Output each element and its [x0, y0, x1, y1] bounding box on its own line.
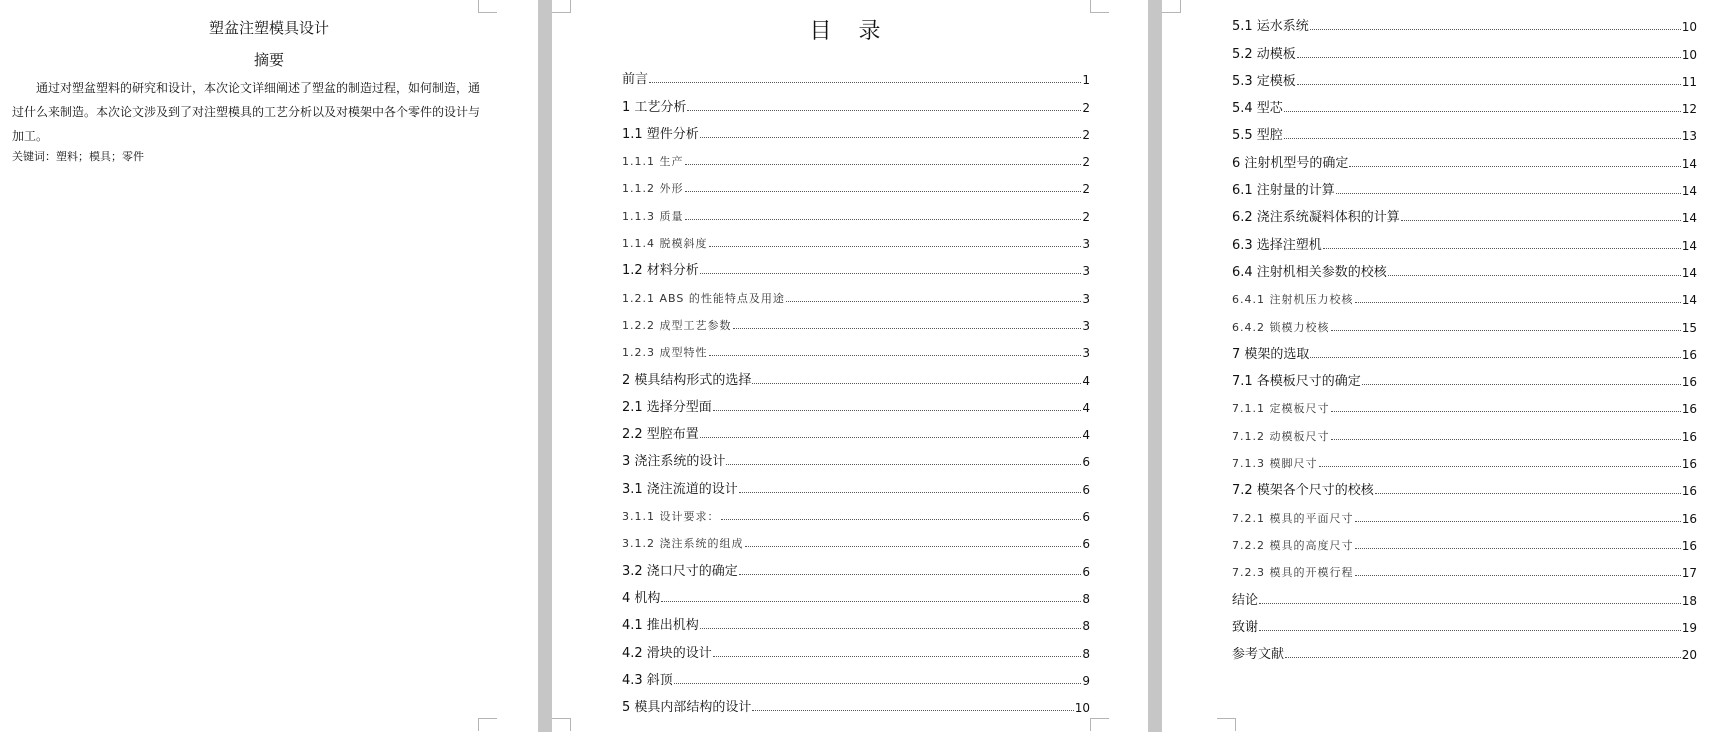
- toc-leader-dots: [713, 410, 1082, 411]
- toc-entry[interactable]: [1232, 34, 1697, 61]
- toc-entry-label: 1 工艺分析: [622, 99, 687, 115]
- toc-entry-label: 4.2 滑块的设计: [622, 645, 712, 661]
- toc-entry-page-number: 6: [1082, 455, 1090, 470]
- toc-entry-label: 3.1.1 设计要求：: [622, 510, 720, 524]
- toc-entry[interactable]: [622, 688, 1090, 715]
- toc-entry-label: 7.2.3 模具的开模行程: [1232, 566, 1354, 580]
- toc-leader-dots: [700, 137, 1082, 138]
- toc-entry[interactable]: [622, 606, 1090, 633]
- toc-leader-dots: [752, 710, 1073, 711]
- toc-entry-label: 7 模架的选取: [1232, 346, 1310, 362]
- toc-entry[interactable]: [1232, 389, 1697, 416]
- toc-leader-dots: [1285, 657, 1681, 658]
- toc-entry-label: 致谢: [1232, 619, 1259, 635]
- toc-entry[interactable]: [622, 169, 1090, 196]
- toc-entry-page-number: 16: [1681, 538, 1697, 553]
- toc-entry-page-number: 3: [1082, 318, 1090, 333]
- toc-entry-label: 1.2.3 成型特性: [622, 346, 708, 360]
- toc-leader-dots: [1355, 548, 1681, 549]
- toc-entry-label: 2 模具结构形式的选择: [622, 372, 752, 388]
- toc-entry[interactable]: [1232, 89, 1697, 116]
- toc-entry-page-number: 11: [1681, 74, 1697, 89]
- toc-entry-page-number: 2: [1082, 127, 1090, 142]
- toc-entry[interactable]: [1232, 143, 1697, 170]
- toc-entry-page-number: 14: [1681, 211, 1697, 226]
- toc-leader-dots: [739, 492, 1082, 493]
- toc-entry[interactable]: [1232, 553, 1697, 580]
- toc-entry-label: 1.1.2 外形: [622, 182, 684, 196]
- toc-entry-page-number: 3: [1082, 291, 1090, 306]
- margin-mark: [1090, 718, 1109, 731]
- toc-entry[interactable]: [622, 633, 1090, 660]
- toc-entry-label: 3.2 浇口尺寸的确定: [622, 563, 738, 579]
- toc-entry-page-number: 3: [1082, 346, 1090, 361]
- toc-entry-label: 1.2.1 ABS 的性能特点及用途: [622, 291, 785, 305]
- toc-leader-dots: [1284, 111, 1681, 112]
- toc-leader-dots: [1355, 575, 1681, 576]
- toc-entry-label: 5.2 动模板: [1232, 46, 1296, 62]
- toc-entry-label: 2.1 选择分型面: [622, 399, 712, 415]
- toc-entry-page-number: 1: [1082, 73, 1090, 88]
- toc-entry-page-number: 20: [1681, 648, 1697, 663]
- toc-entry-label: 4.3 斜顶: [622, 672, 673, 688]
- toc-entry[interactable]: [622, 360, 1090, 387]
- toc-entry[interactable]: [1232, 253, 1697, 280]
- toc-entry[interactable]: [622, 224, 1090, 251]
- toc-entry-label: 5.4 型芯: [1232, 101, 1283, 117]
- toc-leader-dots: [1355, 302, 1681, 303]
- toc-entry[interactable]: [622, 469, 1090, 496]
- toc-list: [1232, 7, 1697, 662]
- toc-entry[interactable]: [622, 442, 1090, 469]
- toc-entry-page-number: 2: [1082, 182, 1090, 197]
- toc-leader-dots: [713, 656, 1082, 657]
- toc-entry-label: 4 机构: [622, 590, 661, 606]
- toc-entry[interactable]: [622, 115, 1090, 142]
- toc-entry[interactable]: [1232, 198, 1697, 225]
- toc-leader-dots: [685, 219, 1082, 220]
- toc-entry-page-number: 12: [1681, 102, 1697, 117]
- toc-entry-label: 3 浇注系统的设计: [622, 454, 726, 470]
- toc-entry-label: 7.1.3 模脚尺寸: [1232, 457, 1318, 471]
- toc-leader-dots: [1388, 275, 1681, 276]
- toc-entry-page-number: 15: [1681, 320, 1697, 335]
- toc-entry-page-number: 2: [1082, 100, 1090, 115]
- toc-entry-label: 6.4.1 注射机压力校核: [1232, 293, 1354, 307]
- toc-entry[interactable]: [1232, 416, 1697, 443]
- toc-entry-page-number: 16: [1681, 375, 1697, 390]
- toc-entry-label: 5.1 运水系统: [1232, 19, 1309, 35]
- toc-entry-label: 6 注射机型号的确定: [1232, 155, 1349, 171]
- toc-leader-dots: [1284, 138, 1681, 139]
- abstract-text: 通过对塑盆塑料的研究和设计，本次论文详细阐述了塑盆的制造过程，如何制造，通过什么来制造。本次论文涉及到了对注塑模具的工艺分析以及对模架中各个零件的设计与加工。: [12, 81, 481, 143]
- toc-entry-label: 前言: [622, 72, 649, 88]
- toc-entry[interactable]: [622, 251, 1090, 278]
- toc-entry-page-number: 16: [1681, 457, 1697, 472]
- toc-entry[interactable]: [1232, 608, 1697, 635]
- toc-leader-dots: [1310, 357, 1680, 358]
- toc-entry-label: 7.2.2 模具的高度尺寸: [1232, 538, 1354, 552]
- toc-entry-page-number: 10: [1681, 20, 1697, 35]
- toc-entry-label: 4.1 推出机构: [622, 618, 699, 634]
- margin-mark: [478, 718, 497, 731]
- toc-entry-page-number: 8: [1082, 591, 1090, 606]
- toc-leader-dots: [786, 301, 1082, 302]
- toc-entry-label: 2.2 型腔布置: [622, 427, 699, 443]
- toc-entry[interactable]: [1232, 171, 1697, 198]
- toc-entry-page-number: 16: [1681, 402, 1697, 417]
- toc-leader-dots: [685, 164, 1082, 165]
- toc-leader-dots: [709, 246, 1082, 247]
- toc-entry-page-number: 6: [1082, 564, 1090, 579]
- toc-entry-page-number: 14: [1681, 156, 1697, 171]
- toc-title: 目 录: [809, 19, 891, 44]
- toc-entry-page-number: 2: [1082, 155, 1090, 170]
- toc-entry-page-number: 14: [1681, 265, 1697, 280]
- toc-entry[interactable]: [1232, 225, 1697, 252]
- toc-entry-page-number: 8: [1082, 646, 1090, 661]
- toc-entry-label: 6.4 注射机相关参数的校核: [1232, 264, 1387, 280]
- abstract-heading: 摘要: [253, 51, 284, 69]
- toc-entry[interactable]: [622, 306, 1090, 333]
- toc-leader-dots: [1331, 439, 1681, 440]
- toc-entry-page-number: 16: [1681, 484, 1697, 499]
- toc-entry[interactable]: [622, 333, 1090, 360]
- toc-entry[interactable]: [622, 551, 1090, 578]
- keywords-line: 关键词：塑料；模具；零件: [12, 150, 144, 163]
- toc-entry[interactable]: [1232, 526, 1697, 553]
- toc-entry[interactable]: [1232, 307, 1697, 334]
- toc-entry-label: 1.1.3 质量: [622, 209, 684, 223]
- toc-entry[interactable]: [1232, 7, 1697, 34]
- toc-entry-label: 7.1 各模板尺寸的确定: [1232, 374, 1361, 390]
- toc-leader-dots: [1331, 330, 1681, 331]
- toc-list: [622, 60, 1090, 715]
- toc-entry-page-number: 14: [1681, 184, 1697, 199]
- toc-leader-dots: [752, 383, 1081, 384]
- toc-entry[interactable]: [622, 142, 1090, 169]
- toc-leader-dots: [674, 683, 1082, 684]
- toc-page-1: [552, 0, 1148, 732]
- margin-mark: [552, 0, 571, 13]
- toc-entry-label: 7.2.1 模具的平面尺寸: [1232, 511, 1354, 525]
- toc-entry-label: 1.1 塑件分析: [622, 126, 699, 142]
- margin-mark: [552, 718, 571, 731]
- toc-leader-dots: [700, 628, 1082, 629]
- toc-leader-dots: [726, 464, 1081, 465]
- toc-entry-page-number: 4: [1082, 373, 1090, 388]
- margin-mark: [1090, 0, 1109, 13]
- toc-entry-page-number: 8: [1082, 619, 1090, 634]
- toc-entry-page-number: 17: [1681, 566, 1697, 581]
- toc-leader-dots: [733, 328, 1082, 329]
- toc-entry-label: 3.1 浇注流道的设计: [622, 481, 738, 497]
- toc-leader-dots: [1375, 493, 1681, 494]
- toc-entry[interactable]: [622, 278, 1090, 305]
- toc-entry-label: 7.1.1 定模板尺寸: [1232, 402, 1330, 416]
- toc-entry-page-number: 16: [1681, 429, 1697, 444]
- toc-entry[interactable]: [1232, 471, 1697, 498]
- toc-leader-dots: [1297, 57, 1681, 58]
- margin-mark: [1217, 718, 1236, 731]
- toc-entry-label: 5.3 定模板: [1232, 73, 1296, 89]
- toc-entry-page-number: 6: [1082, 510, 1090, 525]
- toc-entry-page-number: 6: [1082, 537, 1090, 552]
- toc-entry[interactable]: [1232, 444, 1697, 471]
- toc-page-2: [1162, 0, 1719, 732]
- toc-leader-dots: [745, 546, 1082, 547]
- toc-leader-dots: [1349, 166, 1680, 167]
- toc-entry-page-number: 2: [1082, 209, 1090, 224]
- toc-entry[interactable]: [1232, 62, 1697, 89]
- toc-entry-label: 7.2 模架各个尺寸的校核: [1232, 483, 1374, 499]
- toc-leader-dots: [700, 437, 1082, 438]
- toc-entry[interactable]: [622, 579, 1090, 606]
- toc-entry-label: 5 模具内部结构的设计: [622, 700, 752, 716]
- toc-entry-label: 7.1.2 动模板尺寸: [1232, 429, 1330, 443]
- toc-entry-page-number: 4: [1082, 400, 1090, 415]
- toc-entry[interactable]: [622, 388, 1090, 415]
- toc-entry-page-number: 9: [1082, 673, 1090, 688]
- toc-entry[interactable]: [622, 661, 1090, 688]
- toc-entry-page-number: 3: [1082, 237, 1090, 252]
- toc-entry[interactable]: [622, 497, 1090, 524]
- toc-entry-page-number: 13: [1681, 129, 1697, 144]
- toc-entry-page-number: 16: [1681, 511, 1697, 526]
- toc-leader-dots: [687, 110, 1081, 111]
- toc-entry-page-number: 3: [1082, 264, 1090, 279]
- toc-entry[interactable]: [1232, 635, 1697, 662]
- toc-entry[interactable]: [622, 196, 1090, 223]
- margin-mark: [478, 0, 497, 13]
- toc-entry-label: 参考文献: [1232, 647, 1285, 663]
- toc-entry-page-number: 4: [1082, 428, 1090, 443]
- toc-leader-dots: [685, 191, 1082, 192]
- toc-entry[interactable]: [622, 87, 1090, 114]
- toc-leader-dots: [1331, 411, 1681, 412]
- toc-entry-label: 3.1.2 浇注系统的组成: [622, 537, 744, 551]
- toc-entry[interactable]: [1232, 498, 1697, 525]
- toc-leader-dots: [1297, 84, 1681, 85]
- toc-entry-label: 6.4.2 锁模力校核: [1232, 320, 1330, 334]
- toc-entry[interactable]: [1232, 116, 1697, 143]
- toc-leader-dots: [1319, 466, 1681, 467]
- toc-entry-page-number: 19: [1681, 620, 1697, 635]
- toc-entry-label: 1.2 材料分析: [622, 263, 699, 279]
- abstract-page: [0, 0, 538, 732]
- toc-entry-page-number: 18: [1681, 593, 1697, 608]
- toc-leader-dots: [649, 82, 1081, 83]
- toc-entry-label: 1.2.2 成型工艺参数: [622, 318, 732, 332]
- toc-entry[interactable]: [622, 60, 1090, 87]
- toc-entry-label: 6.2 浇注系统凝料体积的计算: [1232, 210, 1400, 226]
- toc-leader-dots: [661, 601, 1081, 602]
- toc-entry-page-number: 10: [1074, 701, 1090, 716]
- toc-entry-label: 结论: [1232, 592, 1259, 608]
- margin-mark: [1162, 0, 1181, 13]
- toc-leader-dots: [1310, 29, 1681, 30]
- toc-leader-dots: [1362, 384, 1681, 385]
- toc-leader-dots: [700, 273, 1082, 274]
- toc-entry-page-number: 10: [1681, 47, 1697, 62]
- toc-leader-dots: [1323, 248, 1681, 249]
- toc-leader-dots: [709, 355, 1082, 356]
- toc-entry[interactable]: [622, 415, 1090, 442]
- toc-entry-page-number: 16: [1681, 347, 1697, 362]
- toc-leader-dots: [1355, 521, 1681, 522]
- toc-leader-dots: [1336, 193, 1681, 194]
- toc-entry[interactable]: [1232, 280, 1697, 307]
- toc-leader-dots: [1259, 630, 1681, 631]
- toc-leader-dots: [1259, 603, 1681, 604]
- document-title: 塑盆注塑模具设计: [208, 19, 329, 37]
- toc-entry-label: 6.3 选择注塑机: [1232, 237, 1322, 253]
- toc-leader-dots: [721, 519, 1082, 520]
- toc-entry[interactable]: [1232, 580, 1697, 607]
- toc-entry-label: 5.5 型腔: [1232, 128, 1283, 144]
- toc-entry[interactable]: [622, 524, 1090, 551]
- toc-entry-page-number: 14: [1681, 238, 1697, 253]
- toc-entry-label: 1.1.1 生产: [622, 155, 684, 169]
- toc-entry-label: 6.1 注射量的计算: [1232, 183, 1335, 199]
- toc-entry-page-number: 6: [1082, 482, 1090, 497]
- toc-entry[interactable]: [1232, 362, 1697, 389]
- toc-entry-label: 1.1.4 脱模斜度: [622, 237, 708, 251]
- toc-leader-dots: [739, 574, 1082, 575]
- toc-entry[interactable]: [1232, 335, 1697, 362]
- toc-entry-page-number: 14: [1681, 293, 1697, 308]
- toc-leader-dots: [1401, 220, 1681, 221]
